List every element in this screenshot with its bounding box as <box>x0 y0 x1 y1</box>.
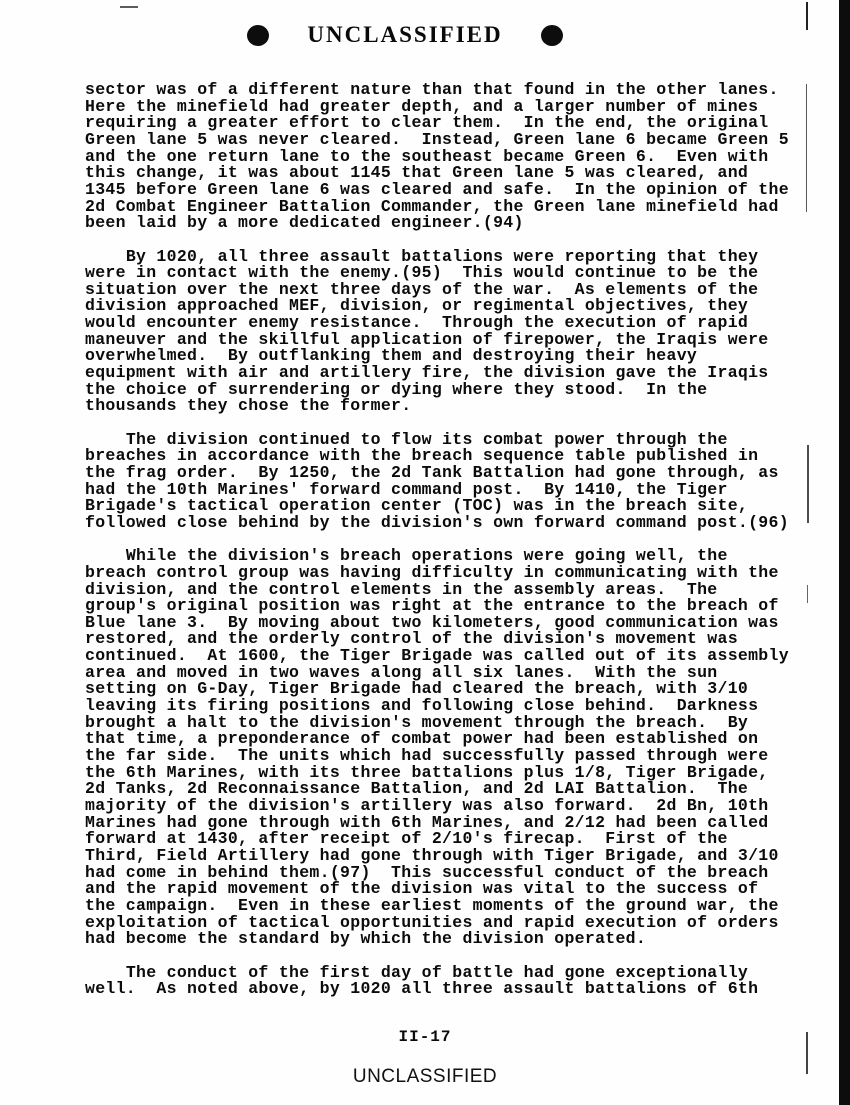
bullet-dot-right-icon <box>541 25 563 46</box>
scan-artifact-line <box>806 2 808 30</box>
paragraph-1: sector was of a different nature than that found in the other lanes. Here the minefield had greater depth, and a larger number of mines requiring a greater effort to clear them. In the end, the original Green lane 5 was never cleared. Instead, Green lane 6 became Green 5 and the one return lane to the southeast became Green 6. Even with this change, it was about 1145 that Green lane 5 was cleared, and 1345 before Green lane 6 was cleared and safe. In the opinion of the 2d Combat Engineer Battalion Commander, the Green lane minefield had been laid by a more dedicated engineer.(94) <box>85 80 789 233</box>
document-body <box>85 82 805 998</box>
page-number: II-17 <box>398 1028 452 1046</box>
bullet-dot-left-icon <box>247 25 269 46</box>
scan-artifact-line <box>807 585 808 603</box>
scan-artifact-right-bar <box>839 0 850 1105</box>
scan-artifact-line <box>807 445 809 523</box>
classification-footer: UNCLASSIFIED <box>352 1066 498 1087</box>
document-header <box>0 22 810 48</box>
scan-artifact-line <box>806 1032 808 1074</box>
scan-artifact-dash <box>120 6 138 8</box>
paragraph-4: While the division's breach operations were going well, the breach control group was having difficulty in communicating with the division, and the control elements in the assembly areas. The group's original position was right at the entrance to the breach of Blue lane 3. By moving about two kilometers, good communication was restored, and the orderly control of the division's movement was continued. At 1600, the Tiger Brigade was called out of its assembly area and moved in two waves along all six lanes. With the sun setting on G-Day, Tiger Brigade had cleared the breach, with 3/10 leaving its firing positions and following close behind. Darkness brought a halt to the division's movement through the breach. By that time, a preponderance of combat power had been established on the far side. The units which had successfully passed through were the 6th Marines, with its three battalions plus 1/8, Tiger Brigade, 2d Tanks, 2d Reconnaissance Battalion, and 2d LAI Battalion. The majority of the division's artillery was also forward. 2d Bn, 10th Marines had gone through with 6th Marines, and 2/12 had been called forward at 1430, after receipt of 2/10's firecap. First of the Third, Field Artillery had gone through with Tiger Brigade, and 3/10 had come in behind them.(97) This successful conduct of the breach and the rapid movement of the division was vital to the success of the campaign. Even in these earliest moments of the ground war, the exploitation of tactical opportunities and rapid execution of orders had become the standard by which the division operated. <box>85 546 789 949</box>
paragraph-2: By 1020, all three assault battalions were reporting that they were in contact with the enemy.(95) This would continue to be the situation over the next three days of the war. As elements of the division approached MEF, division, or regimental objectives, they would encounter enemy resistance. Through the execution of rapid maneuver and the skillful application of firepower, the Iraqis were overwhelmed. By outflanking them and destroying their heavy equipment with air and artillery fire, the division gave the Iraqis the choice of surrendering or dying where they stood. In the thousands they chose the former. <box>85 246 769 416</box>
paragraph-3: The division continued to flow its combat power through the breaches in accordance with the breach sequence table published in the frag order. By 1250, the 2d Tank Battalion had gone through, as had the 10th Marines' forward command post. By 1410, the Tiger Brigade's tactical operation center (TOC) was in the breach site, followed close behind by the division's own forward command post.(96) <box>85 429 789 532</box>
scan-artifact-line <box>806 84 807 212</box>
paragraph-5: The conduct of the first day of battle had gone exceptionally well. As noted above, by 1020 all three assault battalions of 6th <box>85 962 759 999</box>
classification-header: UNCLASSIFIED <box>307 22 503 47</box>
